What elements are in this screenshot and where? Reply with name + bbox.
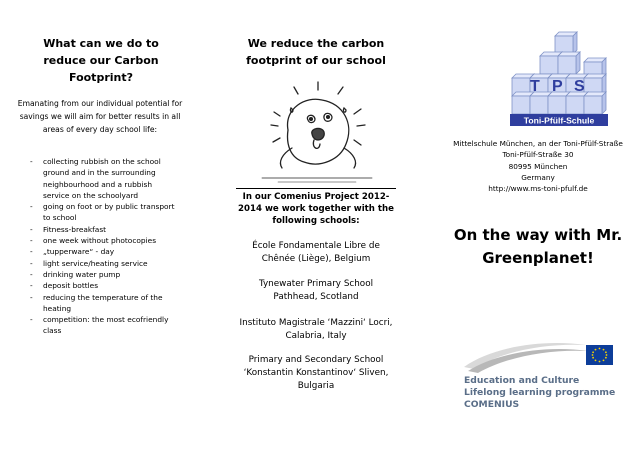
action-item: - „tupperware“ - day — [22, 246, 180, 257]
action-item: - competition: the most ecofriendly class — [22, 314, 180, 337]
eu-programme-logo — [462, 337, 614, 373]
middle-column-title: We reduce the carbon footprint of our school — [246, 37, 386, 67]
website-link[interactable]: http://www.ms-toni-pfulf.de — [488, 184, 588, 194]
logo-letter: P — [552, 78, 563, 95]
eu-text-line: COMENIUS — [464, 399, 520, 411]
action-item: - light service/heating service — [22, 258, 180, 269]
action-item: - one week without photocopies — [22, 235, 180, 246]
right-column — [446, 0, 630, 452]
address-line: 80995 München — [508, 161, 568, 171]
logo-letter: T — [530, 78, 540, 95]
partner-school: Primary and Secondary School ‘Konstantin Konstantinov‘ Sliven, Bulgaria — [243, 355, 389, 391]
action-item: - reducing the temperature of the heating — [22, 292, 180, 315]
address-line: Mittelschule München, an der Toni-Pfülf-Straße — [453, 139, 623, 148]
sweating-earth-illustration — [258, 78, 376, 186]
address-line: Germany — [521, 172, 555, 182]
partner-school: Tynewater Primary School Pathhead, Scotland — [258, 279, 374, 302]
action-item: - going on foot or by public transport to school — [22, 201, 180, 224]
action-item: - drinking water pump — [22, 269, 180, 280]
logo-name: Toni-Pfülf-Schule — [523, 115, 595, 126]
action-item: - Fitness-breakfast — [22, 224, 180, 235]
brochure-headline: On the way with Mr. Greenplanet! — [453, 226, 623, 267]
partner-school: École Fondamentale Libre de Chênée (Liège), Belgium — [252, 241, 380, 264]
eu-text-line: Lifelong learning programme — [464, 387, 616, 399]
eu-programme-text — [464, 375, 624, 412]
left-column-title: What can we do to reduce our Carbon Footprint? — [43, 37, 159, 84]
project-heading: In our Comenius Project 2012-2014 we work together with the following schools: — [236, 188, 396, 227]
partner-school: Instituto Magistrale ‘Mazzini‘ Locri, Calabria, Italy — [239, 318, 393, 341]
left-column-intro: Emanating from our individual potential for savings we will aim for better results in all areas of every day school life: — [17, 99, 183, 134]
eu-text-line: Education and Culture — [464, 375, 580, 386]
logo-letter: S — [574, 78, 585, 95]
school-address — [446, 138, 630, 194]
middle-column — [236, 0, 396, 452]
left-column — [17, 0, 183, 452]
action-item: - deposit bottles — [22, 280, 180, 291]
school-logo — [500, 30, 608, 130]
address-line: Toni-Pfülf-Straße 30 — [502, 150, 574, 160]
action-item: - collecting rubbish on the school ground and in the surrounding neighbourhood and a rubbish service on the schoolyard — [22, 156, 180, 201]
action-list — [22, 156, 180, 337]
